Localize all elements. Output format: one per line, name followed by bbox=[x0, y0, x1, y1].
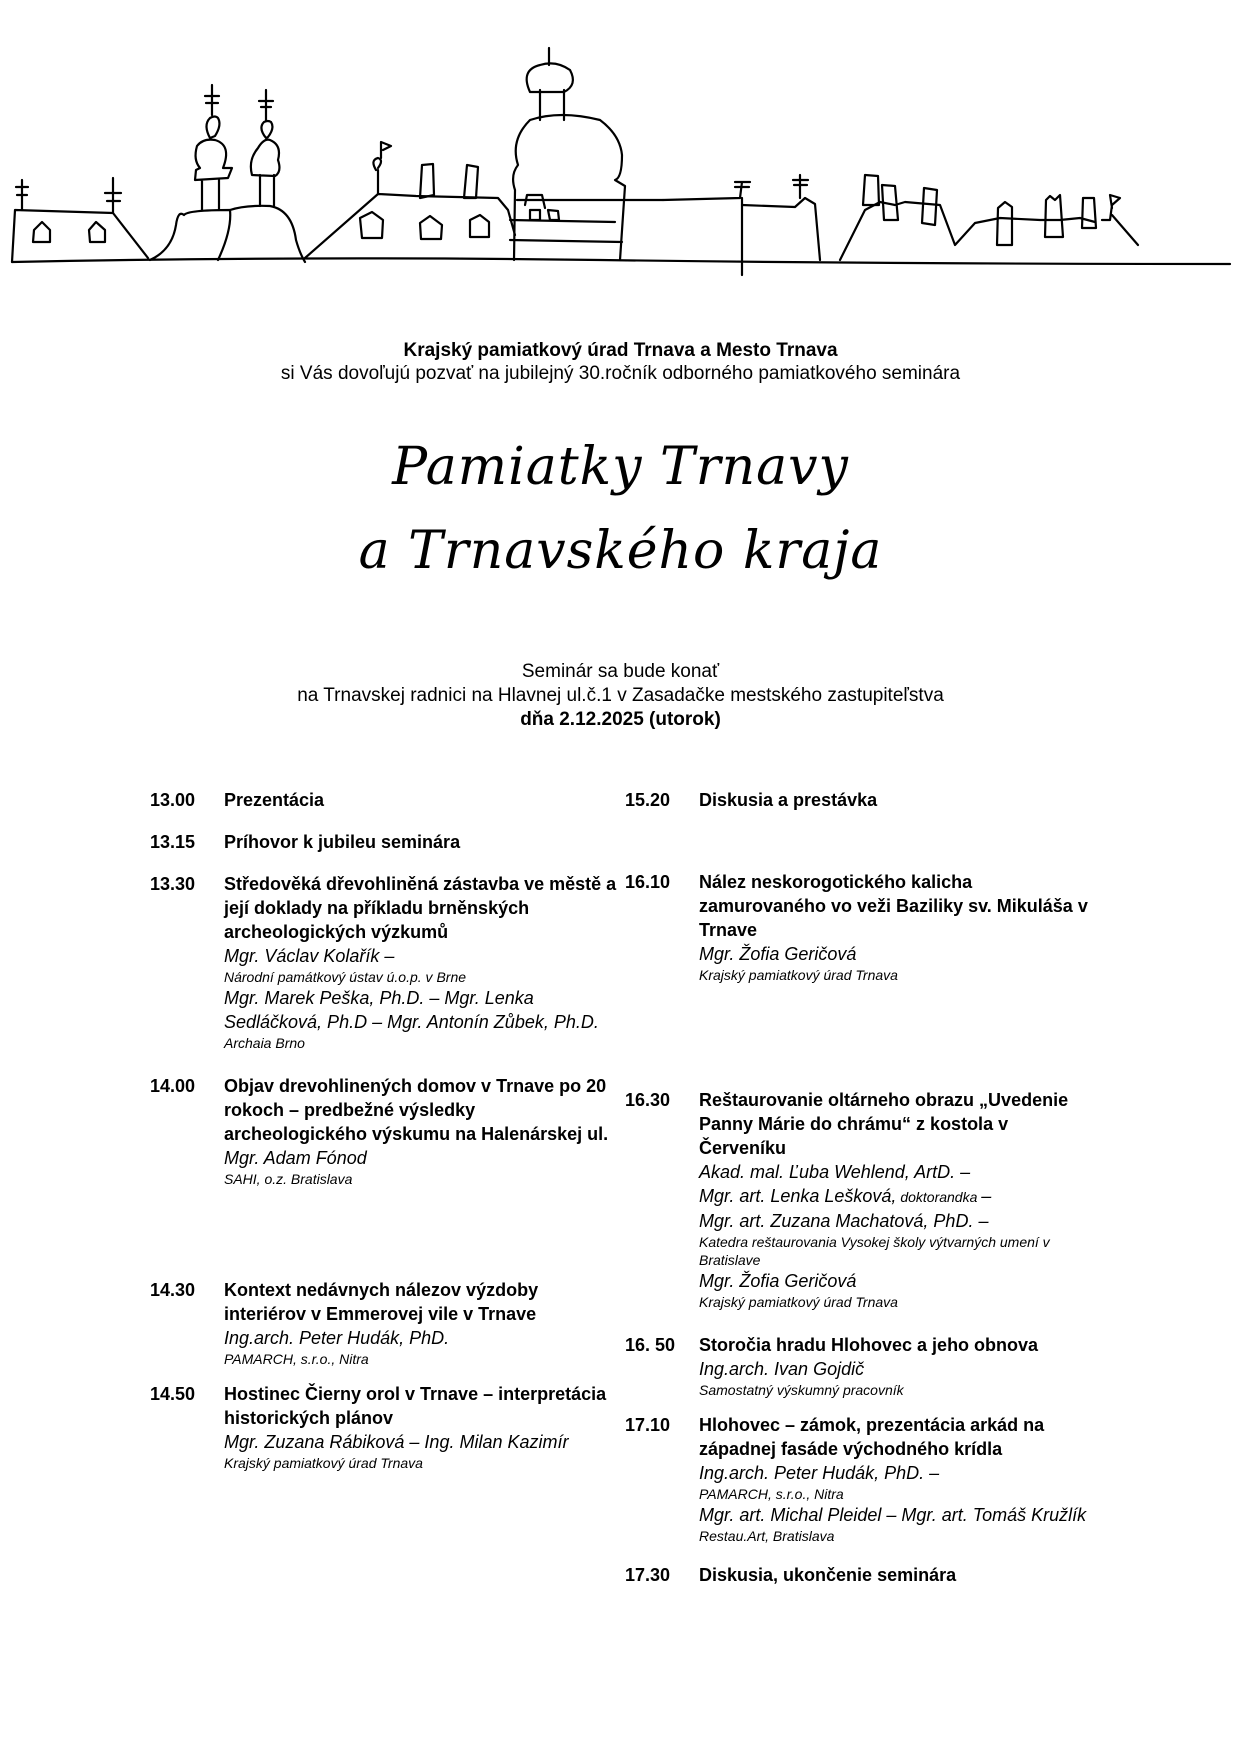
venue-block bbox=[0, 660, 1241, 732]
item-time: 13.00 bbox=[150, 790, 196, 810]
item-institution: PAMARCH, s.r.o., Nitra bbox=[224, 1351, 369, 1367]
seminar-title-line1: Pamiatky Trnavy bbox=[392, 437, 849, 497]
item-institution: PAMARCH, s.r.o., Nitra bbox=[699, 1486, 844, 1502]
item-speaker: Ing.arch. Peter Hudák, PhD. bbox=[224, 1328, 450, 1348]
item-time: 14.50 bbox=[150, 1384, 196, 1404]
item-time: 15.20 bbox=[625, 790, 671, 810]
program-item bbox=[625, 788, 1095, 812]
item-institution: Krajský pamiatkový úrad Trnava bbox=[224, 1455, 423, 1471]
venue-line1: Seminár sa bude konať bbox=[521, 661, 720, 682]
item-speaker: Mgr. Adam Fónod bbox=[224, 1148, 367, 1168]
item-topic: Hlohovec – zámok, prezentácia arkád na západnej fasáde východného krídla bbox=[699, 1415, 1045, 1459]
item-institution: Archaia Brno bbox=[224, 1035, 305, 1051]
program-item bbox=[150, 830, 620, 854]
item-topic: Středověká dřevohliněná zástavba ve městě a její doklady na příkladu brněnských archeologických výzkumů bbox=[224, 874, 617, 942]
item-time: 16.10 bbox=[625, 872, 671, 892]
item-time: 16. 50 bbox=[625, 1335, 676, 1355]
speaker-note: doktorandka bbox=[896, 1189, 982, 1205]
item-institution: Krajský pamiatkový úrad Trnava bbox=[699, 967, 898, 983]
item-time: 14.00 bbox=[150, 1076, 196, 1096]
item-speaker: Mgr. Žofia Geričová bbox=[699, 1271, 857, 1291]
program-item bbox=[625, 1413, 1095, 1545]
program-item bbox=[625, 1563, 1095, 1587]
item-speaker: Mgr. art. Lenka Lešková, doktorandka – bbox=[699, 1186, 992, 1206]
item-topic: Kontext nedávnych nálezov výzdoby interiérov v Emmerovej vile v Trnave bbox=[224, 1280, 539, 1324]
item-speaker: Mgr. Zuzana Rábiková – Ing. Milan Kazimír bbox=[224, 1432, 569, 1452]
item-topic: Hostinec Čierny orol v Trnave – interpretácia historických plánov bbox=[224, 1384, 607, 1428]
item-institution: Katedra reštaurovania Vysokej školy výtvarných umení v Bratislave bbox=[699, 1234, 1050, 1268]
item-time: 16.30 bbox=[625, 1090, 671, 1110]
invitation-text: si Vás dovoľujú pozvať na jubilejný 30.ročník odborného pamiatkového seminára bbox=[280, 363, 961, 384]
item-topic: Reštaurovanie oltárneho obrazu „Uvedenie Panny Márie do chrámu“ z kostola v Červeníku bbox=[699, 1090, 1069, 1158]
program-item bbox=[625, 1088, 1095, 1311]
item-time: 13.15 bbox=[150, 832, 196, 852]
item-topic: Nález neskorogotického kalicha zamurovaného vo veži Baziliky sv. Mikuláša v Trnave bbox=[699, 872, 1088, 940]
program-item bbox=[150, 1074, 620, 1188]
item-speaker: Ing.arch. Peter Hudák, PhD. – bbox=[699, 1463, 940, 1483]
town-skyline-drawing bbox=[0, 30, 1241, 280]
program-item bbox=[150, 1382, 620, 1472]
item-topic: Prezentácia bbox=[224, 790, 325, 810]
program-item bbox=[150, 1278, 620, 1368]
program-item bbox=[625, 870, 1095, 984]
item-speaker: Mgr. Žofia Geričová bbox=[699, 944, 857, 964]
program-right-column bbox=[625, 788, 1095, 1601]
program-item bbox=[150, 788, 620, 812]
program-item bbox=[150, 872, 620, 1052]
item-time: 17.30 bbox=[625, 1565, 671, 1585]
organizers-heading: Krajský pamiatkový úrad Trnava a Mesto Trnava bbox=[403, 340, 838, 361]
item-speaker: Akad. mal. Ľuba Wehlend, ArtD. – bbox=[699, 1162, 971, 1182]
item-institution: Národní památkový ústav ú.o.p. v Brne bbox=[224, 969, 467, 985]
item-speaker: Mgr. art. Zuzana Machatová, PhD. – bbox=[699, 1211, 989, 1231]
item-topic: Objav drevohlinených domov v Trnave po 20 rokoch – predbežné výsledky archeologického výskumu na Halenárskej ul. bbox=[224, 1076, 609, 1144]
program-left-column bbox=[150, 788, 620, 1486]
venue-line2: na Trnavskej radnici na Hlavnej ul.č.1 v Zasadačke mestského zastupiteľstva bbox=[297, 685, 944, 706]
seminar-date: dňa 2.12.2025 (utorok) bbox=[520, 709, 721, 730]
item-topic: Diskusia a prestávka bbox=[699, 790, 878, 810]
item-time: 17.10 bbox=[625, 1415, 671, 1435]
item-speaker: Ing.arch. Ivan Gojdič bbox=[699, 1359, 865, 1379]
seminar-title-line2: a Trnavského kraja bbox=[358, 521, 883, 581]
item-institution: Krajský pamiatkový úrad Trnava bbox=[699, 1294, 898, 1310]
item-institution: SAHI, o.z. Bratislava bbox=[224, 1171, 353, 1187]
item-topic: Diskusia, ukončenie seminára bbox=[699, 1565, 957, 1585]
item-speaker: Mgr. Václav Kolařík – bbox=[224, 946, 395, 966]
item-topic: Storočia hradu Hlohovec a jeho obnova bbox=[699, 1335, 1039, 1355]
item-speaker: Mgr. art. Michal Pleidel – Mgr. art. Tomáš Kružlík bbox=[699, 1505, 1087, 1525]
item-time: 14.30 bbox=[150, 1280, 196, 1300]
seminar-title bbox=[0, 425, 1241, 593]
item-time: 13.30 bbox=[150, 874, 196, 894]
program-item bbox=[625, 1333, 1095, 1399]
item-speaker: Mgr. Marek Peška, Ph.D. – Mgr. Lenka Sedláčková, Ph.D – Mgr. Antonín Zůbek, Ph.D. bbox=[224, 988, 599, 1032]
item-institution: Restau.Art, Bratislava bbox=[699, 1528, 835, 1544]
item-institution: Samostatný výskumný pracovník bbox=[699, 1382, 904, 1398]
item-topic: Príhovor k jubileu seminára bbox=[224, 832, 461, 852]
